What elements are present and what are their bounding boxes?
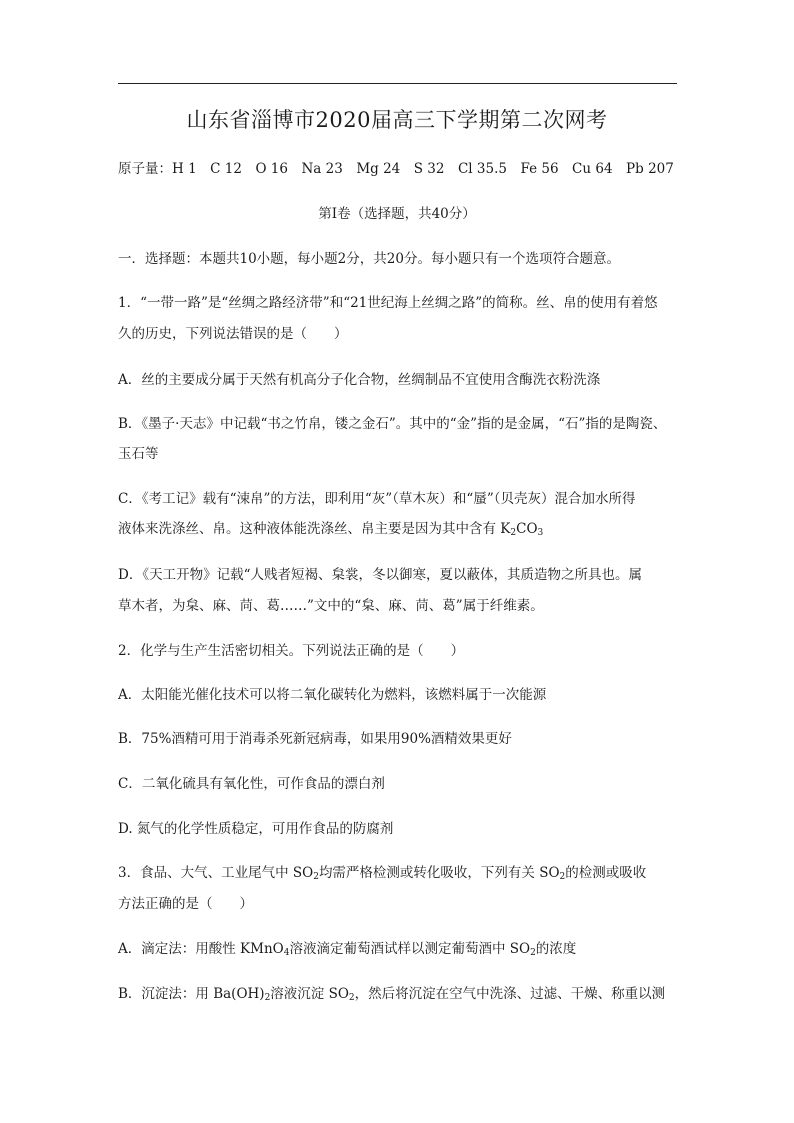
q3-stem-line1 bbox=[118, 864, 678, 882]
part-heading: 第Ⅰ卷（选择题，共40分） bbox=[318, 206, 476, 222]
q1-option-c-text: 液体来洗涤丝、帛。这种液体能洗涤丝、帛主要是因为其中含有 K bbox=[118, 521, 511, 537]
section-instructions: 一．选择题：本题共10小题，每小题2分，共20分。每小题只有一个选项符合题意。 bbox=[118, 251, 620, 267]
q3-option-a-text: 的浓度 bbox=[535, 941, 577, 957]
q1-option-c-line1: C．《考工记》载有“涑帛”的方法，即利用“灰”（草木灰）和“蜃”（贝壳灰）混合加水所得 bbox=[118, 491, 636, 507]
q1-option-c-line2 bbox=[118, 520, 678, 538]
q1-option-a: A．丝的主要成分属于天然有机高分子化合物，丝绸制品不宜使用含酶洗衣粉洗涤 bbox=[118, 372, 601, 388]
q3-stem-text: 的检测或吸收 bbox=[565, 865, 647, 881]
q3-stem-text: 3．食品、大气、工业尾气中 SO bbox=[118, 865, 314, 881]
q3-option-a-text: 溶液滴定葡萄酒试样以测定葡萄酒中 SO bbox=[289, 941, 531, 957]
q2-stem: 2．化学与生产生活密切相关。下列说法正确的是（ ） bbox=[118, 643, 465, 659]
q3-stem-line2: 方法正确的是（ ） bbox=[118, 896, 253, 912]
page-title: 山东省淄博市2020届高三下学期第二次网考 bbox=[186, 108, 608, 132]
q2-option-b: B．75%酒精可用于消毒杀死新冠病毒，如果用90%酒精效果更好 bbox=[118, 731, 512, 747]
formula-subscript: 4 bbox=[283, 948, 290, 958]
formula-subscript: 2 bbox=[559, 872, 566, 882]
formula-subscript: 3 bbox=[537, 528, 544, 538]
q1-option-d-line1: D．《天工开物》记载“人贱者短褐、枲裳，冬以御寒，夏以蔽体，其质造物之所具也。属 bbox=[118, 567, 642, 583]
q3-option-b-text: B．沉淀法：用 Ba(OH) bbox=[118, 986, 265, 1002]
q3-option-a bbox=[118, 940, 678, 958]
q1-stem-line2: 久的历史，下列说法错误的是（ ） bbox=[118, 326, 348, 342]
formula-subscript: 2 bbox=[530, 948, 536, 958]
header-rule bbox=[118, 83, 677, 84]
formula-subscript: 2 bbox=[510, 528, 517, 538]
formula-subscript: 2 bbox=[348, 993, 355, 1003]
atomic-masses: 原子量：H 1 C 12 O 16 Na 23 Mg 24 S 32 Cl 35.5 Fe 56 Cu 64 Pb 207 bbox=[118, 161, 674, 177]
formula-text: CO bbox=[516, 521, 538, 537]
q3-option-b bbox=[118, 985, 678, 1003]
q1-option-d-line2: 草木者，为枲、麻、苘、葛……”文中的“枲、麻、苘、葛”属于纤维素。 bbox=[118, 598, 544, 614]
q1-stem-line1: 1．“一带一路”是“丝绸之路经济带”和“21世纪海上丝绸之路”的简称。丝、帛的使用有着悠 bbox=[118, 295, 658, 311]
q3-option-b-text: 溶液沉淀 SO bbox=[270, 986, 349, 1002]
q1-option-b-line2: 玉石等 bbox=[118, 446, 159, 462]
q2-option-c: C．二氧化硫具有氧化性，可作食品的漂白剂 bbox=[118, 776, 385, 792]
q2-option-a: A．太阳能光催化技术可以将二氧化碳转化为燃料，该燃料属于一次能源 bbox=[118, 687, 547, 703]
q3-stem-text: 均需严格检测或转化吸收，下列有关 SO bbox=[318, 865, 560, 881]
q2-option-d: D. 氮气的化学性质稳定，可用作食品的防腐剂 bbox=[118, 821, 394, 837]
q1-option-b-line1: B．《墨子·天志》中记载“书之竹帛，镂之金石”。其中的“金”指的是金属，“石”指的是陶瓷、 bbox=[118, 416, 667, 432]
formula-subscript: 2 bbox=[313, 872, 319, 882]
q3-option-b-text: ，然后将沉淀在空气中洗涤、过滤、干燥、称重以测 bbox=[354, 986, 666, 1002]
q3-option-a-text: A．滴定法：用酸性 KMnO bbox=[118, 941, 284, 957]
formula-subscript: 2 bbox=[264, 993, 271, 1003]
